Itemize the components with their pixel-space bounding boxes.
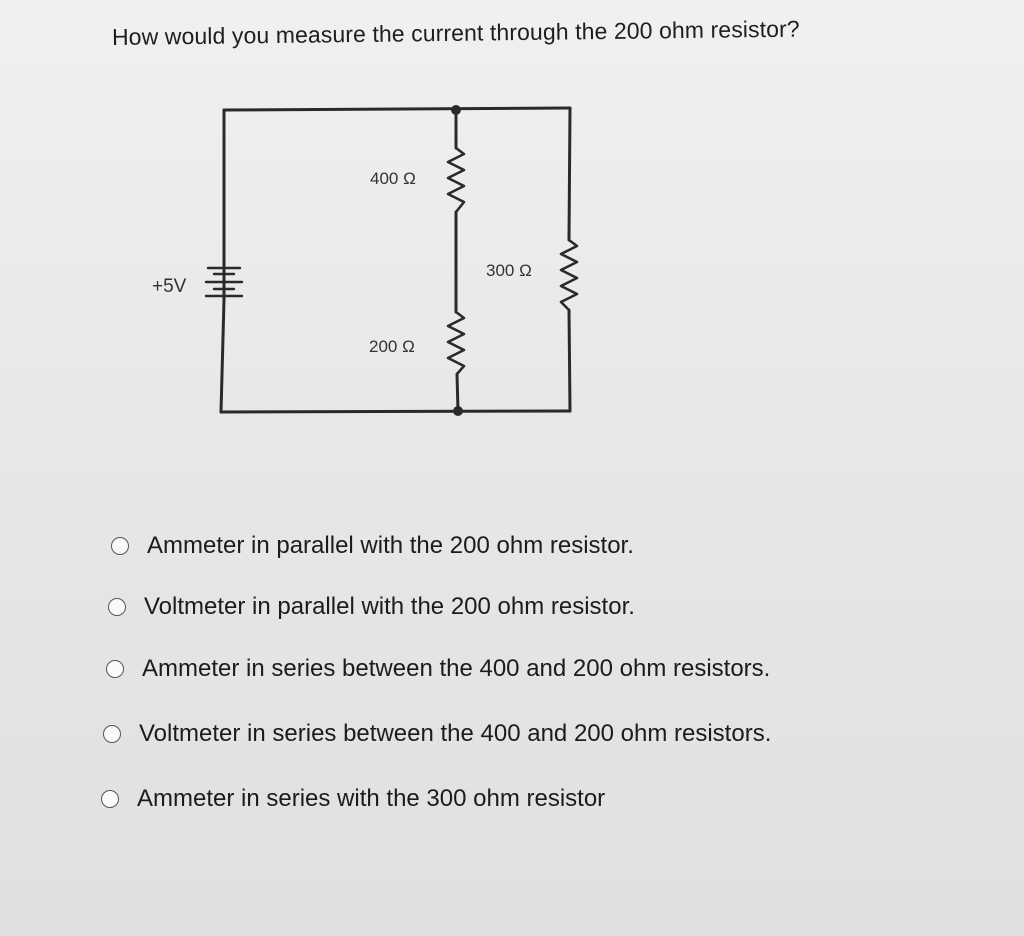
option-4[interactable] (103, 720, 771, 748)
source-label: +5V (152, 276, 187, 297)
resistor-300-label: 300 Ω (486, 261, 532, 280)
option-2[interactable] (108, 593, 635, 621)
radio-button-5[interactable] (101, 790, 119, 808)
option-3-label: Ammeter in series between the 400 and 200 ohm resistors. (142, 655, 771, 682)
option-5-label: Ammeter in series with the 300 ohm resistor (137, 785, 606, 812)
option-2-label: Voltmeter in parallel with the 200 ohm resistor. (144, 593, 635, 620)
option-4-label: Voltmeter in series between the 400 and 200 ohm resistors. (139, 720, 772, 747)
question-text: How would you measure the current through the 200 ohm resistor? (111, 15, 800, 50)
option-5[interactable] (101, 785, 605, 813)
resistor-200-label: 200 Ω (369, 337, 415, 356)
radio-button-2[interactable] (108, 598, 126, 616)
option-3[interactable] (106, 655, 770, 683)
option-1-label: Ammeter in parallel with the 200 ohm resistor. (147, 532, 634, 559)
option-1[interactable] (111, 532, 634, 560)
resistor-400-label: 400 Ω (370, 169, 416, 188)
radio-button-1[interactable] (111, 537, 129, 555)
radio-button-4[interactable] (103, 725, 121, 743)
radio-button-3[interactable] (106, 660, 124, 678)
